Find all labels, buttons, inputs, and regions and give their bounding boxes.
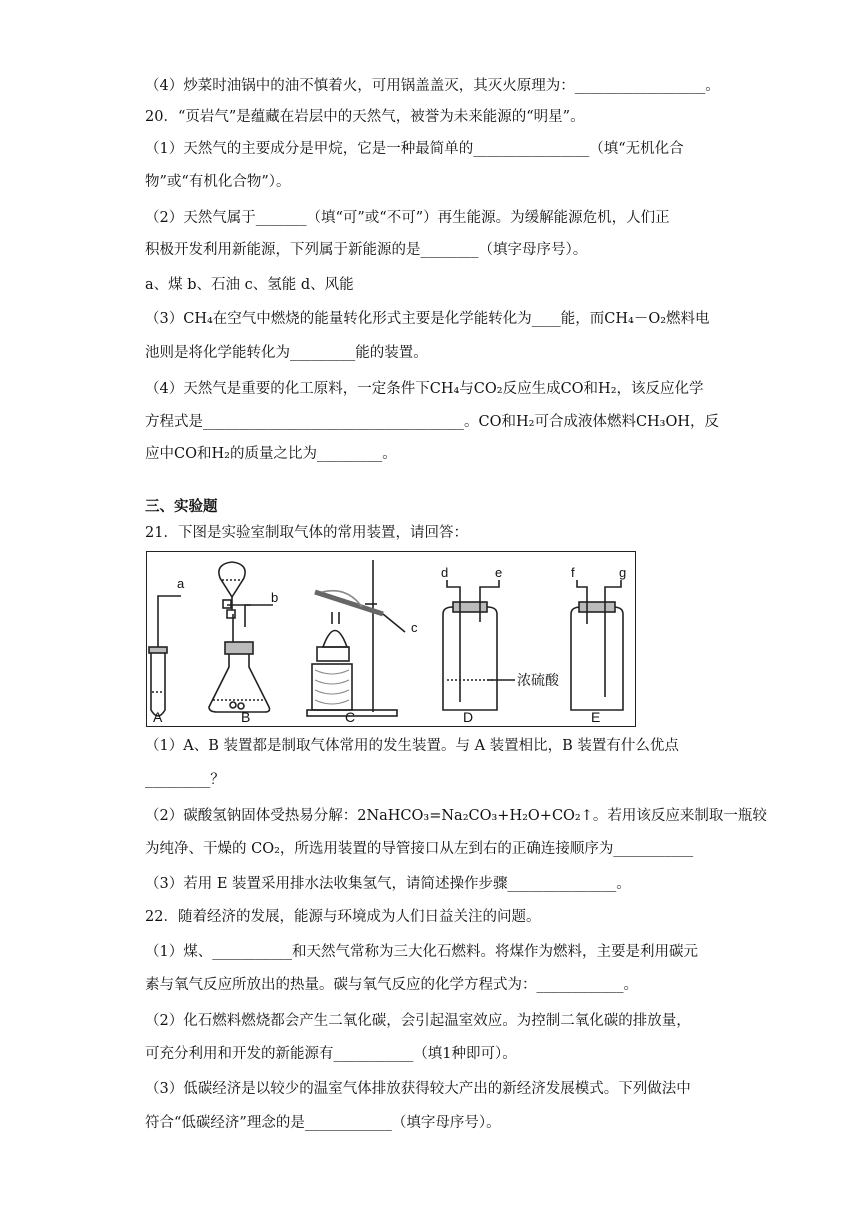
q20-part2-line1: （2）天然气属于_______（填“可”或“不可”）再生能源。为缓解能源危机，人们正 [145, 210, 670, 226]
reagent-label: 浓硫酸 [517, 672, 559, 688]
apparatus-e [571, 580, 623, 710]
q21-part2-line2: 为纯净、干燥的 CO₂，所选用装置的导管接口从左到右的正确连接顺序为___________ [145, 841, 694, 857]
q20-part2-line2: 积极开发利用新能源，下列属于新能源的是________（填字母序号）。 [145, 242, 588, 258]
q20-part3-line2: 池则是将化学能转化为_________能的装置。 [145, 345, 428, 361]
q20-options: a、煤 b、石油 c、氢能 d、风能 [145, 277, 354, 293]
q20-part4-line2: 方程式是____________________________________。CO和H₂可合成液体燃料CH₃OH，反 [145, 414, 720, 430]
q20-part1-line2: 物”或“有机化合物”）。 [145, 174, 291, 190]
q19-part4: （4）炒菜时油锅中的油不慎着火，可用锅盖盖灭，其灭火原理为：__________________。 [145, 78, 720, 94]
q22-part3-line2: 符合“低碳经济”理念的是____________（填字母序号）。 [145, 1115, 501, 1131]
apparatus-c [307, 560, 405, 716]
q20-part1-line1: （1）天然气的主要成分是甲烷，它是一种最简单的________________（填“无机化合 [145, 141, 684, 157]
label-b: B [241, 709, 251, 725]
port-g: g [619, 565, 627, 580]
q22-part1-line1: （1）煤、___________和天然气常称为三大化石燃料。将煤作为燃料，主要是利用碳元 [145, 944, 698, 960]
section-heading: 三、实验题 [145, 499, 218, 515]
q21-part1-line2: _________？ [145, 772, 225, 788]
q22-part1-line2: 素与氧气反应所放出的热量。碳与氧气反应的化学方程式为：____________。 [145, 977, 638, 993]
q22-part3-line1: （3）低碳经济是以较少的温室气体排放获得较大产出的新经济发展模式。下列做法中 [145, 1081, 691, 1097]
apparatus-b [209, 562, 273, 712]
port-b: b [271, 590, 279, 605]
label-a: A [153, 709, 163, 725]
q22-stem: 22．随着经济的发展，能源与环境成为人们日益关注的问题。 [145, 909, 541, 925]
q21-part2-line1: （2）碳酸氢钠固体受热易分解：2NaHCO₃=Na₂CO₃+H₂O+CO₂↑。若用该反应来制取一瓶较 [145, 808, 767, 824]
apparatus-d [443, 580, 515, 710]
port-e: e [495, 565, 503, 580]
q21-part3: （3）若用 E 装置采用排水法收集氢气，请简述操作步骤_______________。 [145, 876, 631, 892]
port-a: a [177, 576, 185, 591]
label-d: D [463, 709, 474, 725]
apparatus-diagram [147, 552, 635, 726]
label-c: C [345, 709, 356, 725]
port-c: c [411, 620, 418, 635]
q21-part1-line1: （1）A、B 装置都是制取气体常用的发生装置。与 A 装置相比，B 装置有什么优点 [145, 738, 679, 754]
label-e: E [591, 709, 601, 725]
q22-part2-line1: （2）化石燃料燃烧都会产生二氧化碳，会引起温室效应。为控制二氧化碳的排放量， [145, 1013, 691, 1029]
q20-part3-line1: （3）CH₄在空气中燃烧的能量转化形式主要是化学能转化为____能，而CH₄－O₂燃料电 [145, 311, 710, 327]
port-d: d [441, 565, 449, 580]
apparatus-a [149, 596, 181, 716]
q20-stem: 20．“页岩气”是蕴藏在岩层中的天然气，被誉为未来能源的“明星”。 [145, 109, 585, 125]
q22-part2-line2: 可充分利用和开发的新能源有___________（填1种即可）。 [145, 1046, 517, 1062]
port-f: f [571, 565, 575, 580]
q21-stem: 21．下图是实验室制取气体的常用装置，请回答： [145, 525, 468, 541]
apparatus-figure [146, 551, 636, 727]
q20-part4-line1: （4）天然气是重要的化工原料，一定条件下CH₄与CO₂反应生成CO和H₂，该反应化学 [145, 381, 704, 397]
q20-part4-line3: 应中CO和H₂的质量之比为_________。 [145, 446, 397, 462]
